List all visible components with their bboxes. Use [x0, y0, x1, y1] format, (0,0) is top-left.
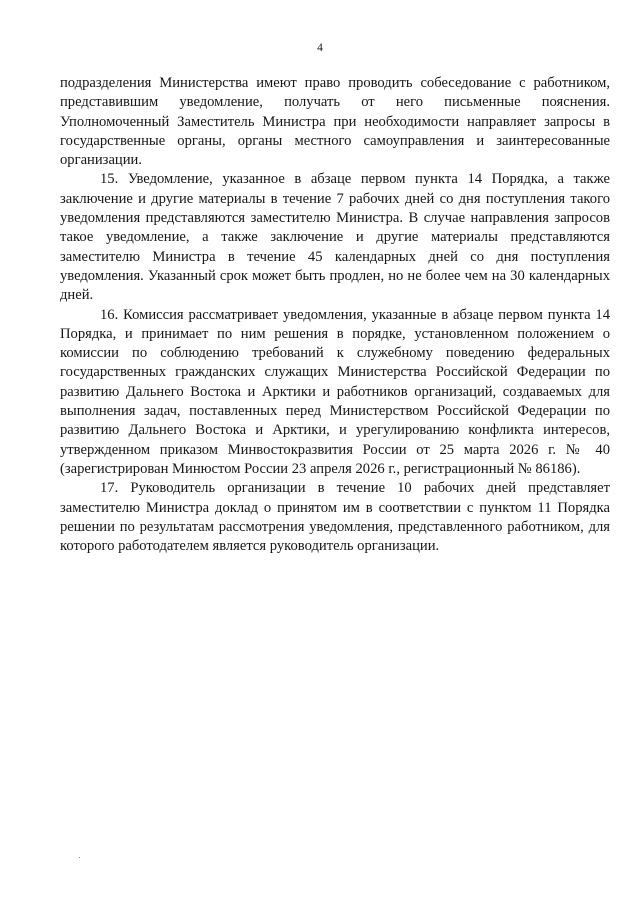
- paragraph-16: 16. Комиссия рассматривает уведомления, указанные в абзаце первом пункта 14 Порядка, и принимает по ним решения в порядке, установленном положением о комиссии по соблюдению требований к служебному поведению федеральных государственных гражданских служащих Министерства Российской Федерации по развитию Дальнего Востока и Арктики и работников организаций, создаваемых для выполнения задач, поставленных перед Министерством Российской Федерации по развитию Дальнего Востока и Арктики, и урегулированию конфликта интересов, утвержденном приказом Минвостокразвития России от 25 марта 2026 г. № 40 (зарегистрирован Минюстом России 23 апреля 2026 г., регистрационный № 86186).: [60, 306, 610, 477]
- scan-speck: [79, 857, 80, 858]
- paragraph-continuation: подразделения Министерства имеют право проводить собеседование с работником, представившим уведомление, получать от него письменные пояснения. Уполномоченный Заместитель Министра при необходимости направляет запросы в государственные органы, органы местного самоуправления и заинтересованные организации.: [60, 75, 610, 169]
- paragraph-17: 17. Руководитель организации в течение 10 рабочих дней представляет заместителю Министра доклад о принятом им в соответствии с пунктом 11 Порядка решении по результатам рассмотрения уведомления, представленного работником, для которого работодателем является руководитель организации.: [60, 480, 610, 555]
- document-body: [60, 74, 610, 556]
- page-number: 4: [317, 42, 323, 54]
- paragraph-15: 15. Уведомление, указанное в абзаце первом пункта 14 Порядка, а также заключение и другие материалы в течение 7 рабочих дней со дня поступления такого уведомления представляются заместителю Министра. В случае направления запросов такое уведомление, а также заключение и другие материалы представляются заместителю Министра в течение 45 календарных дней со дня поступления уведомления. Указанный срок может быть продлен, но не более чем на 30 календарных дней.: [60, 171, 610, 304]
